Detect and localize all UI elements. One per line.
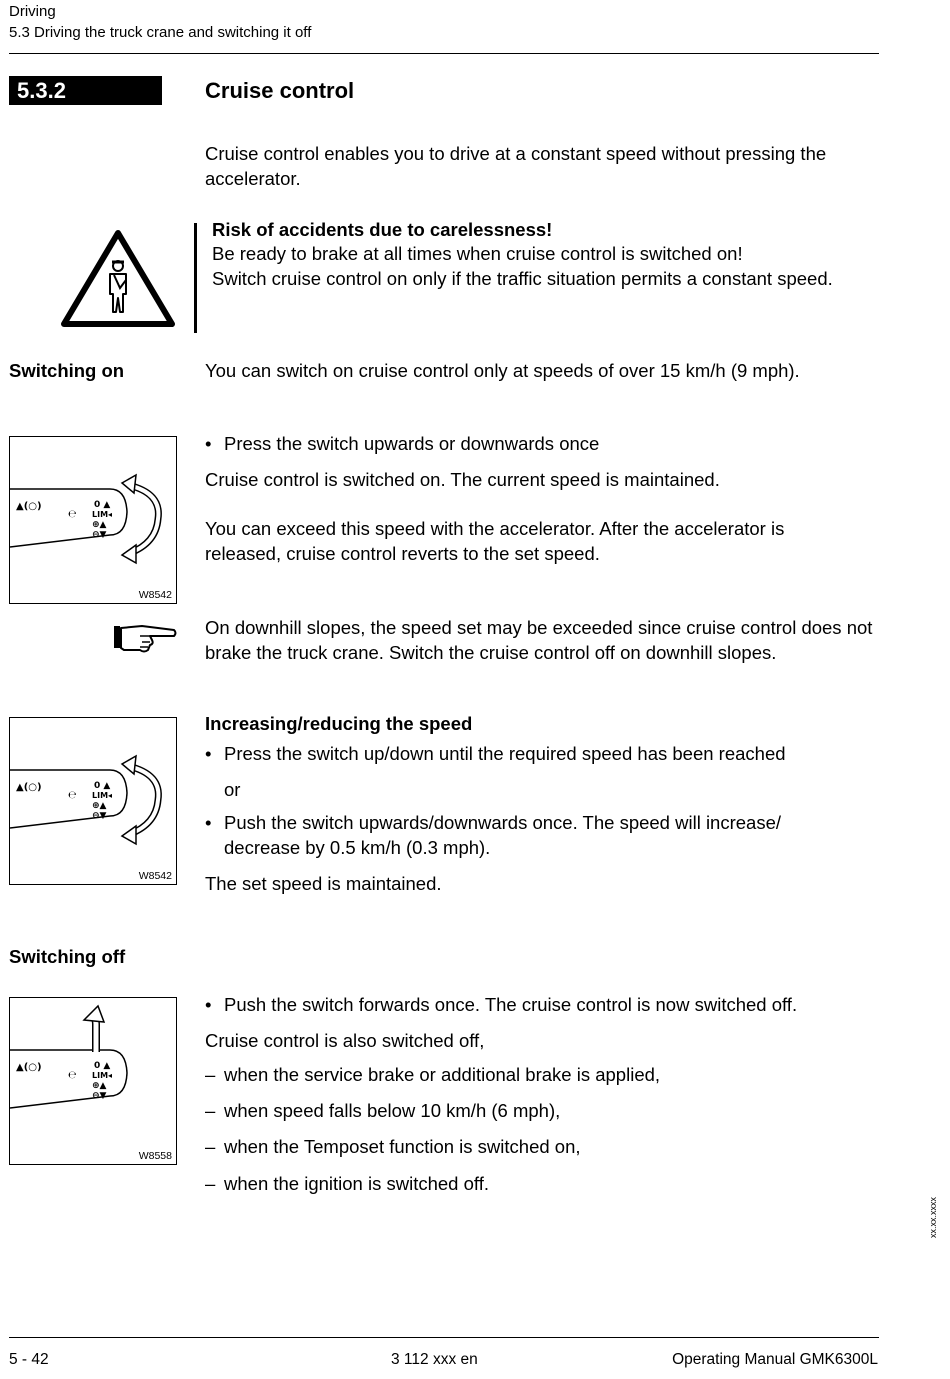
header-rule (9, 53, 879, 54)
footer-page-number: 5 - 42 (9, 1351, 49, 1368)
switching-on-text: You can switch on cruise control only at speeds of over 15 km/h (9 mph). (205, 360, 800, 381)
footer-doc-number: 3 112 xxx en (391, 1351, 478, 1368)
figure-switch-forward (9, 997, 177, 1165)
side-code: xx.xx.xxxx (928, 1196, 938, 1238)
header-chapter: Driving (9, 3, 56, 20)
section-number: 5.3.2 (9, 76, 162, 105)
figure-code: W8542 (138, 589, 172, 601)
speed-bullet-1: • Press the switch up/down until the required speed has been reached (205, 743, 786, 764)
list-item: – when the ignition is switched off. (205, 1173, 489, 1194)
svg-text:LIM◂: LIM◂ (92, 791, 113, 800)
svg-text:LIM◂: LIM◂ (92, 510, 113, 519)
svg-text:⊖▼: ⊖▼ (92, 530, 107, 540)
section-title: Cruise control (205, 78, 355, 103)
speed-heading: Increasing/reducing the speed (205, 713, 473, 734)
warning-line-2: Switch cruise control on only if the traffic situation permits a constant speed. (212, 268, 833, 289)
list-item: – when speed falls below 10 km/h (6 mph), (205, 1100, 561, 1121)
footer-rule (9, 1337, 879, 1338)
svg-text:⊕▲: ⊕▲ (92, 520, 107, 530)
intro-text: Cruise control enables you to drive at a constant speed without pressing the accelerator. (205, 143, 827, 189)
figure-code: W8558 (138, 1150, 172, 1162)
switching-on-label: Switching on (9, 360, 125, 381)
note-text: On downhill slopes, the speed set may be exceeded since cruise control does not brake the truck crane. Switch the cruise control off on downhill slopes. (205, 617, 873, 663)
switching-off-also: Cruise control is also switched off, (205, 1030, 485, 1051)
svg-text:⊖▼: ⊖▼ (92, 1091, 107, 1101)
switching-on-exceed: You can exceed this speed with the accelerator. After the accelerator is released, cruise control reverts to the set speed. (205, 518, 785, 564)
switching-on-result: Cruise control is switched on. The current speed is maintained. (205, 469, 720, 490)
figure-code: W8542 (138, 870, 172, 882)
footer-manual-title: Operating Manual GMK6300L (672, 1351, 878, 1368)
svg-text:⊖▼: ⊖▼ (92, 811, 107, 821)
svg-text:℮: ℮ (68, 1070, 77, 1081)
svg-text:LIM◂: LIM◂ (92, 1071, 113, 1080)
warning-line-1: Be ready to brake at all times when cruise control is switched on! (212, 243, 743, 264)
svg-text:℮: ℮ (68, 509, 77, 520)
svg-text:0 ▲: 0 ▲ (94, 500, 111, 510)
switching-on-bullet: • Press the switch upwards or downwards once (205, 433, 600, 454)
list-item: – when the service brake or additional brake is applied, (205, 1064, 661, 1085)
svg-text:0 ▲: 0 ▲ (94, 1061, 111, 1071)
svg-text:▲(○): ▲(○) (16, 1062, 42, 1073)
svg-text:▲(○): ▲(○) (16, 782, 42, 793)
warning-triangle-person-icon (60, 228, 176, 333)
svg-text:⊕▲: ⊕▲ (92, 801, 107, 811)
warning-title: Risk of accidents due to carelessness! (212, 219, 553, 240)
speed-result: The set speed is maintained. (205, 873, 442, 894)
header-section: 5.3 Driving the truck crane and switching it off (9, 24, 312, 41)
pointing-hand-icon (112, 620, 178, 661)
switching-off-label: Switching off (9, 946, 126, 967)
warning-bar (194, 223, 197, 333)
figure-switch-up-down-1 (9, 436, 177, 604)
svg-text:⊕▲: ⊕▲ (92, 1081, 107, 1091)
speed-bullet-2: • Push the switch upwards/downwards once. The speed will increase/ decrease by 0.5 km/h (0.3 mph). (205, 812, 782, 858)
switching-off-bullet: • Push the switch forwards once. The cruise control is now switched off. (205, 994, 798, 1015)
svg-text:0 ▲: 0 ▲ (94, 781, 111, 791)
svg-text:▲(○): ▲(○) (16, 501, 42, 512)
speed-or: or (224, 779, 241, 800)
list-item: – when the Temposet function is switched on, (205, 1136, 581, 1157)
svg-text:℮: ℮ (68, 790, 77, 801)
figure-switch-up-down-2 (9, 717, 177, 885)
